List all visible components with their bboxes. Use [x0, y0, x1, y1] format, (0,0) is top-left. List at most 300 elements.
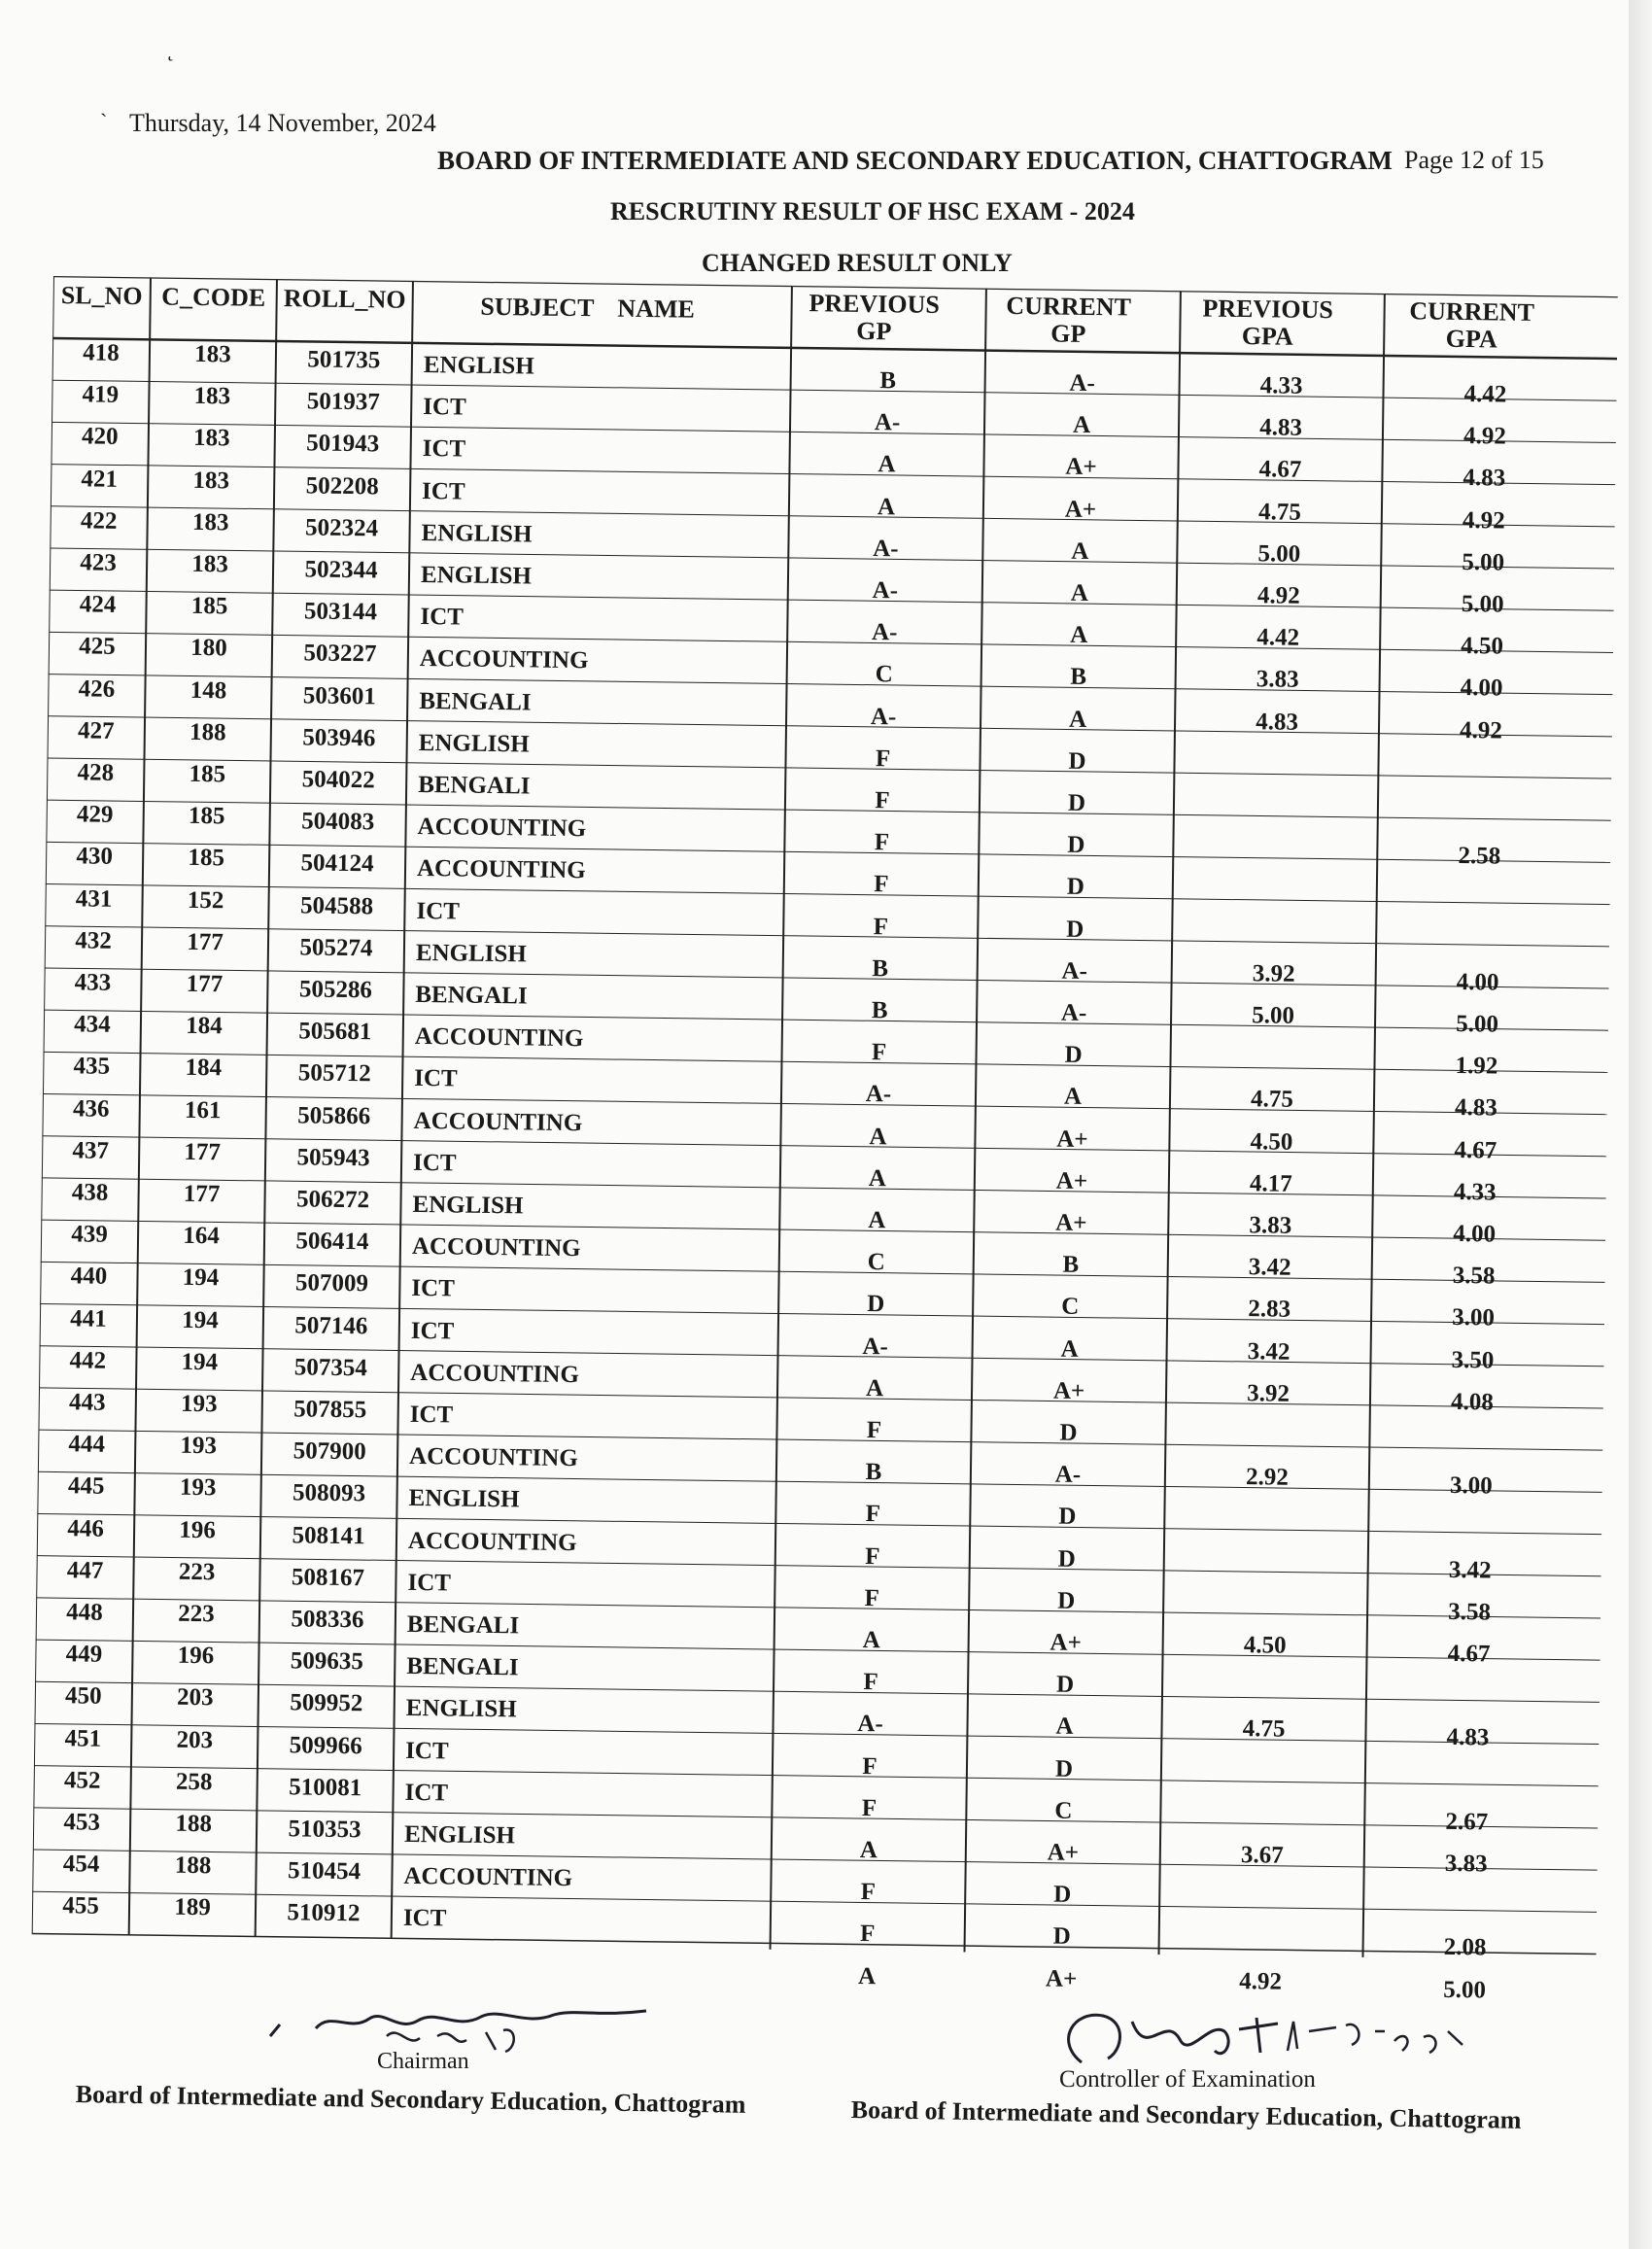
- cell-subject: ICT: [404, 1737, 449, 1765]
- cell-current-gp: D: [1067, 831, 1085, 859]
- cell-subject: BENGALI: [419, 687, 532, 716]
- cell-previous-gp: A: [877, 493, 896, 520]
- cell-previous-gp: D: [867, 1291, 885, 1318]
- cell-previous-gpa: 4.75: [1250, 1086, 1294, 1114]
- cell-previous-gpa: 3.83: [1249, 1212, 1292, 1239]
- cell-previous-gp: A-: [872, 577, 899, 605]
- cell-previous-gpa: 3.42: [1247, 1337, 1291, 1366]
- cell-c-code: 194: [182, 1264, 220, 1292]
- cell-current-gpa: 4.00: [1453, 1220, 1497, 1248]
- cell-previous-gpa: 3.92: [1247, 1379, 1291, 1407]
- cell-c-code: 223: [178, 1600, 215, 1628]
- cell-previous-gpa: 4.50: [1250, 1127, 1293, 1156]
- cell-current-gp: D: [1066, 874, 1085, 901]
- cell-previous-gp: A: [868, 1207, 886, 1234]
- cell-current-gpa: 3.58: [1448, 1598, 1492, 1626]
- cell-current-gp: A-: [1054, 1461, 1082, 1489]
- cell-subject: ICT: [410, 1317, 455, 1345]
- cell-roll-no: 507009: [294, 1269, 369, 1298]
- cell-subject: ICT: [412, 1149, 457, 1177]
- cell-sl-no: 438: [71, 1179, 109, 1206]
- cell-sl-no: 442: [69, 1347, 107, 1374]
- cell-previous-gp: A-: [865, 1081, 892, 1108]
- cell-sl-no: 452: [63, 1767, 101, 1794]
- cell-roll-no: 505943: [296, 1144, 370, 1172]
- cell-current-gpa: 4.33: [1453, 1178, 1497, 1206]
- header-previous-gp: [791, 290, 957, 346]
- cell-previous-gpa: 3.67: [1240, 1842, 1284, 1869]
- cell-sl-no: 445: [67, 1472, 105, 1501]
- cell-c-code: 180: [190, 635, 227, 662]
- cell-previous-gpa: 2.92: [1245, 1464, 1289, 1491]
- cell-c-code: 203: [176, 1684, 214, 1712]
- cell-c-code: 193: [180, 1390, 218, 1418]
- cell-roll-no: 507900: [293, 1437, 366, 1466]
- board-title: BOARD OF INTERMEDIATE AND SECONDARY EDUCATION, CHATTOGRAM: [437, 146, 1393, 175]
- cell-sl-no: 451: [64, 1724, 102, 1752]
- cell-sl-no: 446: [67, 1514, 105, 1542]
- cell-roll-no: 510912: [287, 1899, 361, 1927]
- cell-previous-gp: F: [865, 1542, 880, 1570]
- cell-previous-gp: A-: [871, 619, 898, 646]
- cell-current-gp: C: [1054, 1797, 1073, 1824]
- cell-subject: ACCOUNTING: [414, 1023, 584, 1053]
- cell-subject: ICT: [416, 897, 461, 925]
- report-date: Thursday, 14 November, 2024: [129, 109, 436, 137]
- cell-current-gp: A: [1070, 621, 1088, 649]
- cell-current-gpa: 3.42: [1448, 1556, 1492, 1584]
- cell-subject: ENGLISH: [403, 1820, 516, 1850]
- cell-roll-no: 509952: [290, 1689, 363, 1717]
- cell-subject: ACCOUNTING: [417, 813, 587, 843]
- cell-current-gpa: 4.83: [1446, 1724, 1490, 1751]
- cell-c-code: 185: [190, 593, 228, 620]
- cell-roll-no: 505712: [297, 1059, 371, 1088]
- cell-previous-gp: B: [879, 367, 897, 395]
- cell-c-code: 183: [191, 508, 229, 536]
- cell-current-gp: A+: [1056, 1125, 1088, 1153]
- cell-c-code: 183: [192, 425, 230, 452]
- cell-current-gp: D: [1064, 1041, 1083, 1069]
- cell-subject: ENGLISH: [418, 729, 530, 758]
- cell-previous-gp: A-: [874, 409, 901, 436]
- cell-current-gpa: 3.83: [1444, 1850, 1488, 1878]
- exam-title: RESCRUTINY RESULT OF HSC EXAM - 2024: [610, 197, 1135, 225]
- cell-roll-no: 503227: [303, 640, 377, 668]
- cell-current-gpa: 3.00: [1449, 1472, 1493, 1500]
- cell-current-gp: D: [1067, 789, 1086, 816]
- cell-current-gpa: 4.00: [1460, 675, 1503, 702]
- cell-subject: ENGLISH: [423, 351, 534, 380]
- cell-current-gp: A: [1063, 1084, 1083, 1111]
- cell-previous-gp: F: [873, 913, 889, 940]
- cell-roll-no: 505274: [299, 934, 373, 962]
- header-current-gpa-line1: CURRENT: [1409, 296, 1535, 327]
- cell-previous-gp: C: [867, 1249, 885, 1276]
- cell-sl-no: 433: [74, 969, 112, 996]
- cell-previous-gp: F: [874, 829, 890, 856]
- cell-sl-no: 448: [66, 1599, 103, 1626]
- cell-current-gpa: 4.42: [1463, 381, 1507, 408]
- header-sl-no: SL_NO: [60, 281, 143, 311]
- cell-current-gp: D: [1066, 916, 1084, 943]
- cell-previous-gpa: 4.83: [1256, 708, 1299, 736]
- cell-subject: ENGLISH: [412, 1191, 524, 1220]
- cell-c-code: 184: [185, 1055, 223, 1082]
- cell-sl-no: 436: [72, 1094, 110, 1123]
- cell-previous-gpa: 3.92: [1252, 960, 1295, 987]
- cell-previous-gpa: 4.92: [1239, 1967, 1283, 1995]
- cell-current-gpa: 4.92: [1462, 506, 1505, 535]
- cell-roll-no: 502324: [304, 514, 379, 542]
- cell-c-code: 188: [175, 1810, 213, 1838]
- cell-previous-gpa: 4.67: [1258, 456, 1302, 484]
- cell-subject: ICT: [421, 477, 465, 505]
- header-current-gpa-line2: GPA: [1445, 324, 1497, 354]
- cell-current-gpa: 4.00: [1456, 968, 1499, 996]
- cell-current-gp: A+: [1055, 1167, 1088, 1194]
- cell-subject: ACCOUNTING: [416, 855, 586, 884]
- cell-current-gp: D: [1059, 1419, 1078, 1446]
- cell-previous-gp: F: [859, 1920, 876, 1948]
- cell-current-gp: D: [1057, 1545, 1077, 1573]
- cell-roll-no: 507146: [294, 1311, 368, 1339]
- cell-previous-gp: A: [859, 1837, 878, 1864]
- cell-sl-no: 431: [75, 884, 113, 913]
- cell-c-code: 185: [188, 803, 225, 830]
- cell-current-gp: D: [1054, 1755, 1074, 1782]
- cell-subject: ENGLISH: [421, 519, 533, 548]
- cell-current-gp: D: [1053, 1881, 1072, 1909]
- cell-previous-gpa: 2.83: [1248, 1296, 1291, 1324]
- cell-roll-no: 508093: [292, 1479, 366, 1507]
- cell-current-gp: C: [1060, 1294, 1080, 1321]
- cell-previous-gpa: 4.33: [1259, 372, 1303, 399]
- cell-sl-no: 429: [76, 801, 114, 829]
- cell-current-gpa: 4.92: [1463, 423, 1507, 450]
- cell-previous-gp: C: [875, 661, 893, 688]
- cell-previous-gp: B: [865, 1459, 882, 1486]
- cell-previous-gpa: 4.92: [1256, 582, 1300, 609]
- cell-c-code: 177: [187, 928, 224, 956]
- cell-c-code: 183: [191, 550, 229, 578]
- cell-current-gpa: 5.00: [1456, 1010, 1499, 1038]
- cell-subject: ICT: [420, 604, 465, 631]
- cell-subject: ICT: [402, 1905, 447, 1932]
- cell-roll-no: 506414: [295, 1228, 369, 1256]
- cell-subject: ENGLISH: [415, 939, 528, 968]
- cell-sl-no: 444: [68, 1431, 106, 1458]
- controller-board: Board of Intermediate and Secondary Education, Chattogram: [850, 2095, 1522, 2134]
- cell-c-code: 161: [184, 1096, 222, 1124]
- cell-current-gp: A+: [1055, 1209, 1087, 1237]
- cell-roll-no: 505866: [297, 1101, 371, 1129]
- cell-current-gpa: 2.08: [1443, 1934, 1487, 1961]
- cell-current-gp: A-: [1069, 369, 1096, 398]
- cell-c-code: 152: [187, 886, 224, 914]
- cell-previous-gp: A: [865, 1374, 884, 1402]
- cell-previous-gp: F: [860, 1879, 877, 1906]
- cell-roll-no: 510081: [288, 1774, 362, 1802]
- cell-current-gp: A+: [1047, 1839, 1080, 1866]
- cell-subject: BENGALI: [406, 1610, 520, 1640]
- header-previous-gp-line1: PREVIOUS: [809, 289, 941, 319]
- cell-c-code: 164: [183, 1223, 221, 1250]
- cell-sl-no: 453: [63, 1809, 101, 1836]
- cell-previous-gp: A: [857, 1962, 877, 1990]
- cell-current-gp: B: [1070, 664, 1087, 691]
- cell-subject: ACCOUNTING: [407, 1527, 577, 1556]
- cell-c-code: 177: [183, 1180, 221, 1208]
- cell-sl-no: 455: [62, 1892, 99, 1920]
- cell-current-gpa: 5.00: [1442, 1976, 1487, 2004]
- cell-previous-gp: A: [868, 1164, 887, 1193]
- cell-sl-no: 439: [71, 1221, 109, 1249]
- cell-roll-no: 501735: [307, 346, 381, 374]
- cell-current-gpa: 4.67: [1454, 1136, 1497, 1164]
- cell-current-gpa: 3.58: [1452, 1263, 1496, 1290]
- cell-roll-no: 501943: [306, 430, 380, 458]
- cell-roll-no: 507354: [293, 1354, 367, 1382]
- cell-c-code: 148: [189, 676, 227, 704]
- cell-previous-gpa: 4.75: [1242, 1715, 1286, 1744]
- cell-current-gp: D: [1068, 747, 1086, 775]
- cell-sl-no: 443: [68, 1389, 106, 1416]
- cell-sl-no: 420: [81, 423, 119, 451]
- cell-c-code: 188: [189, 718, 226, 746]
- header-current-gp-line1: CURRENT: [1006, 291, 1132, 322]
- cell-current-gp: D: [1057, 1587, 1076, 1614]
- cell-sl-no: 419: [82, 381, 120, 409]
- cell-current-gpa: 4.83: [1454, 1094, 1497, 1122]
- cell-c-code: 177: [184, 1138, 222, 1166]
- cell-subject: BENGALI: [418, 771, 531, 800]
- cell-current-gp: B: [1062, 1251, 1080, 1279]
- header-subject-name: SUBJECT NAME: [480, 292, 696, 324]
- cell-subject: ACCOUNTING: [411, 1233, 581, 1263]
- cell-subject: ACCOUNTING: [419, 645, 589, 675]
- cell-roll-no: 503601: [302, 681, 377, 709]
- cell-current-gpa: 4.83: [1463, 465, 1506, 492]
- cell-previous-gpa: 4.83: [1259, 414, 1303, 442]
- cell-roll-no: 504124: [300, 849, 374, 878]
- cell-subject: ACCOUNTING: [403, 1863, 573, 1892]
- cell-previous-gp: B: [871, 997, 888, 1024]
- cell-sl-no: 454: [62, 1851, 100, 1878]
- cell-sl-no: 421: [81, 465, 119, 493]
- header-previous-gp-line2: GP: [856, 316, 892, 346]
- cell-subject: ICT: [411, 1275, 456, 1302]
- cell-previous-gp: F: [875, 787, 890, 814]
- cell-sl-no: 435: [73, 1053, 111, 1081]
- cell-c-code: 196: [179, 1516, 217, 1543]
- scan-tick: `: [100, 109, 108, 133]
- cell-c-code: 188: [174, 1851, 212, 1880]
- cell-current-gp: A+: [1045, 1965, 1078, 1992]
- cell-current-gp: A-: [1061, 957, 1088, 985]
- cell-c-code: 185: [188, 845, 225, 872]
- cell-previous-gpa: 4.42: [1256, 624, 1300, 652]
- cell-c-code: 183: [192, 467, 230, 494]
- cell-roll-no: 505681: [298, 1018, 372, 1046]
- cell-roll-no: 508336: [291, 1606, 364, 1634]
- cell-current-gp: D: [1052, 1923, 1071, 1951]
- cell-previous-gpa: 4.17: [1249, 1169, 1292, 1197]
- cell-current-gp: A: [1072, 411, 1091, 439]
- cell-previous-gp: A-: [870, 703, 897, 730]
- cell-previous-gp: F: [864, 1584, 880, 1612]
- cell-previous-gpa: 3.83: [1256, 666, 1299, 694]
- cell-sl-no: 449: [65, 1641, 103, 1668]
- cell-c-code: 196: [177, 1642, 215, 1670]
- cell-current-gp: A: [1055, 1713, 1074, 1741]
- cell-current-gp: A-: [1060, 999, 1087, 1026]
- cell-c-code: 183: [193, 383, 231, 410]
- cell-roll-no: 507855: [293, 1396, 367, 1424]
- cell-previous-gp: A: [878, 451, 896, 478]
- cell-subject: ACCOUNTING: [408, 1443, 578, 1472]
- cell-previous-gp: F: [866, 1417, 882, 1444]
- cell-subject: ICT: [423, 394, 466, 421]
- cell-current-gpa: 4.67: [1447, 1640, 1491, 1668]
- cell-subject: ENGLISH: [405, 1695, 517, 1723]
- cell-subject: ICT: [407, 1569, 452, 1597]
- cell-sl-no: 418: [83, 339, 120, 366]
- cell-c-code: 184: [185, 1013, 223, 1040]
- cell-current-gpa: 4.08: [1450, 1388, 1495, 1416]
- chairman-board: Board of Intermediate and Secondary Education, Chattogram: [75, 2080, 746, 2119]
- cell-roll-no: 504022: [301, 766, 375, 794]
- cell-current-gp: A: [1070, 579, 1089, 606]
- cell-c-code: 203: [176, 1726, 214, 1753]
- cell-sl-no: 426: [78, 675, 116, 703]
- cell-previous-gp: F: [863, 1669, 878, 1696]
- cell-c-code: 258: [175, 1768, 213, 1796]
- cell-previous-gp: F: [871, 1039, 887, 1066]
- cell-subject: ACCOUNTING: [410, 1359, 580, 1388]
- cell-roll-no: 502208: [305, 472, 379, 500]
- header-roll-no: ROLL_NO: [283, 284, 406, 314]
- filter-label: CHANGED RESULT ONLY: [702, 249, 1013, 277]
- cell-sl-no: 423: [80, 549, 118, 576]
- cell-current-gpa: 3.50: [1451, 1346, 1495, 1374]
- cell-sl-no: 427: [77, 717, 115, 744]
- cell-roll-no: 509635: [290, 1647, 364, 1676]
- page-number: Page 12 of 15: [1404, 146, 1544, 174]
- cell-roll-no: 503946: [302, 724, 376, 752]
- cell-sl-no: 424: [79, 591, 117, 619]
- cell-roll-no: 505286: [298, 976, 373, 1004]
- cell-previous-gpa: 3.42: [1248, 1254, 1291, 1281]
- cell-current-gpa: 4.50: [1461, 633, 1504, 660]
- cell-c-code: 185: [189, 760, 226, 788]
- cell-previous-gp: B: [872, 954, 889, 983]
- cell-c-code: 183: [194, 340, 231, 368]
- cell-sl-no: 430: [76, 843, 114, 871]
- cell-sl-no: 437: [72, 1137, 110, 1164]
- cell-subject: ICT: [422, 435, 466, 463]
- cell-sl-no: 450: [64, 1682, 102, 1711]
- cell-current-gpa: 3.00: [1452, 1304, 1496, 1332]
- cell-previous-gpa: 5.00: [1257, 540, 1301, 568]
- cell-current-gpa: 5.00: [1462, 548, 1505, 576]
- cell-current-gpa: 5.00: [1461, 590, 1504, 618]
- cell-previous-gp: F: [865, 1501, 881, 1528]
- cell-c-code: 194: [181, 1348, 219, 1376]
- cell-c-code: 193: [180, 1433, 218, 1460]
- cell-roll-no: 508167: [291, 1564, 365, 1592]
- cell-current-gp: D: [1055, 1671, 1075, 1699]
- cell-subject: ICT: [414, 1065, 458, 1092]
- cell-roll-no: 501937: [306, 388, 381, 416]
- chairman-title: Chairman: [377, 2049, 469, 2074]
- cell-previous-gp: A-: [857, 1711, 883, 1738]
- cell-sl-no: 440: [70, 1263, 108, 1291]
- cell-c-code: 189: [174, 1894, 211, 1921]
- cell-previous-gp: F: [875, 744, 891, 773]
- cell-current-gpa: 1.92: [1455, 1053, 1498, 1080]
- cell-roll-no: 502344: [304, 556, 378, 584]
- cell-previous-gpa: 5.00: [1252, 1002, 1295, 1029]
- cell-previous-gp: F: [874, 871, 889, 898]
- cell-current-gpa: 2.58: [1458, 843, 1501, 870]
- cell-current-gp: A+: [1050, 1629, 1083, 1656]
- cell-current-gp: A: [1068, 706, 1087, 733]
- cell-current-gp: A: [1071, 537, 1089, 565]
- cell-previous-gpa: 4.50: [1243, 1632, 1287, 1659]
- cell-roll-no: 503144: [303, 598, 378, 626]
- cell-subject: BENGALI: [406, 1653, 519, 1681]
- cell-previous-gpa: 4.75: [1257, 498, 1301, 526]
- cell-sl-no: 422: [80, 507, 118, 535]
- cell-c-code: 177: [186, 970, 224, 998]
- cell-current-gpa: 4.92: [1459, 716, 1503, 744]
- cell-sl-no: 447: [66, 1557, 104, 1584]
- cell-previous-gp: A-: [873, 535, 899, 563]
- controller-title: Controller of Examination: [1059, 2066, 1316, 2093]
- cell-subject: ICT: [404, 1779, 449, 1807]
- cell-current-gpa: 2.67: [1445, 1808, 1489, 1836]
- results-table: [32, 276, 1618, 2004]
- cell-subject: BENGALI: [415, 981, 528, 1010]
- cell-sl-no: 425: [79, 633, 116, 661]
- cell-subject: ENGLISH: [408, 1485, 520, 1513]
- cell-previous-gp: F: [861, 1794, 878, 1822]
- header-c-code: C_CODE: [161, 282, 266, 312]
- cell-current-gp: A+: [1064, 496, 1097, 523]
- cell-sl-no: 428: [77, 759, 115, 786]
- header-previous-gpa-line1: PREVIOUS: [1202, 294, 1334, 325]
- cell-c-code: 193: [179, 1474, 217, 1502]
- header-current-gp-line2: GP: [1050, 319, 1086, 348]
- cell-roll-no: 504588: [299, 891, 374, 919]
- header-previous-gpa: [1180, 294, 1356, 351]
- cell-current-gp: A+: [1065, 454, 1097, 481]
- cell-previous-gp: A-: [862, 1332, 889, 1360]
- cell-sl-no: 432: [75, 927, 112, 954]
- cell-c-code: 223: [178, 1558, 216, 1586]
- cell-previous-gp: F: [862, 1752, 878, 1780]
- header-previous-gpa-line2: GPA: [1241, 322, 1293, 351]
- cell-roll-no: 510454: [287, 1857, 361, 1886]
- cell-c-code: 194: [182, 1306, 219, 1333]
- cell-subject: ICT: [409, 1401, 454, 1429]
- cell-roll-no: 510353: [288, 1816, 361, 1844]
- cell-roll-no: 508141: [292, 1521, 365, 1549]
- cell-subject: ACCOUNTING: [413, 1107, 583, 1136]
- page-edge: [1629, 0, 1652, 2249]
- cell-roll-no: 504083: [301, 808, 375, 836]
